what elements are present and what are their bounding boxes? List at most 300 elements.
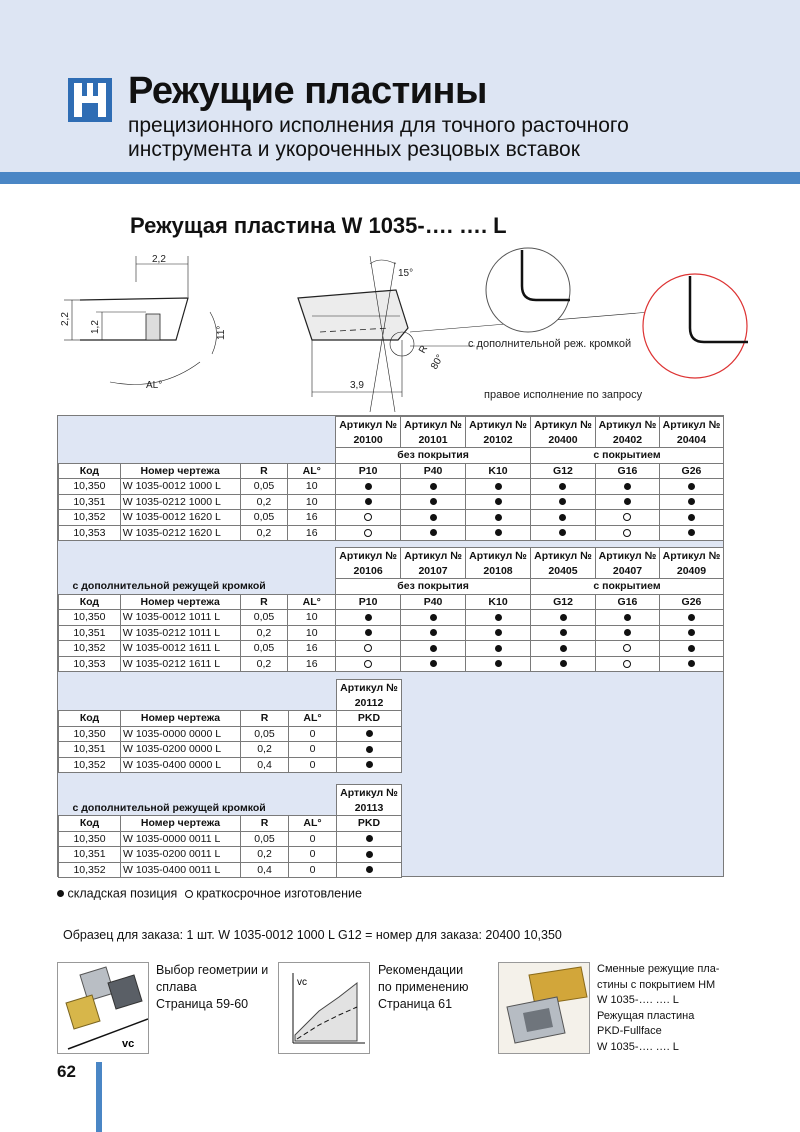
cell-availability	[336, 641, 401, 657]
cell-availability	[595, 494, 659, 510]
col-code: Код	[59, 711, 121, 727]
cell-radius: 0,4	[241, 757, 289, 773]
ref-inserts[interactable]	[597, 962, 719, 1055]
table-caption: с дополнительной режущей кромкой	[59, 800, 337, 816]
cell-availability	[401, 479, 466, 495]
section-title: Режущая пластина W 1035-…. …. L	[130, 213, 507, 238]
article-number: 20409	[659, 563, 723, 579]
cell-availability	[595, 625, 659, 641]
cell-availability	[401, 610, 466, 626]
short-term-ring-icon	[364, 513, 372, 521]
col-k10: K10	[466, 594, 531, 610]
col-code: Код	[59, 594, 121, 610]
cutting-speed-chart-icon	[279, 963, 370, 1054]
table-body	[59, 831, 402, 878]
article-number: 20404	[659, 432, 723, 448]
company-logo-icon	[68, 78, 112, 122]
dim-1-2: 1,2	[90, 320, 101, 334]
cell-availability	[595, 479, 659, 495]
table-row	[59, 862, 402, 878]
stock-dot-icon	[559, 529, 566, 536]
cell-code: 10,350	[59, 831, 121, 847]
stock-dot-icon	[365, 498, 372, 505]
col-al: AL°	[289, 816, 337, 832]
page-subtitle	[128, 114, 629, 162]
stock-dot-icon	[688, 514, 695, 521]
stock-dot-icon	[624, 498, 631, 505]
stock-dot-icon	[430, 614, 437, 621]
stock-dot-icon	[366, 866, 373, 873]
cell-radius: 0,05	[241, 831, 289, 847]
cell-availability	[337, 847, 402, 863]
short-term-ring-icon	[185, 890, 193, 898]
stock-dot-icon	[57, 890, 64, 897]
stock-dot-icon	[430, 645, 437, 652]
article-number: 20108	[466, 563, 531, 579]
column-headers	[59, 594, 724, 610]
cell-availability	[336, 610, 401, 626]
cell-availability	[336, 656, 401, 672]
cell-radius: 0,2	[240, 625, 288, 641]
cell-availability	[337, 831, 402, 847]
cell-availability	[466, 610, 531, 626]
cell-availability	[401, 525, 466, 541]
cell-availability	[401, 656, 466, 672]
dim-2-2-side: 2,2	[60, 312, 71, 326]
table-row	[59, 641, 724, 657]
cell-code: 10,351	[59, 625, 121, 641]
cell-availability	[401, 494, 466, 510]
cell-availability	[595, 610, 659, 626]
cell-drawing-number: W 1035-0212 1620 L	[120, 525, 240, 541]
cell-availability	[659, 510, 723, 526]
stock-dot-icon	[430, 483, 437, 490]
cell-availability	[336, 494, 401, 510]
article-label: Артикул №	[401, 548, 466, 564]
stock-dot-icon	[366, 761, 373, 768]
ref-line: по применению	[378, 980, 469, 994]
table-body	[59, 610, 724, 672]
article-number: 20402	[595, 432, 659, 448]
stock-dot-icon	[688, 645, 695, 652]
col-g12: G12	[531, 463, 596, 479]
cell-availability	[595, 525, 659, 541]
ref-line: W 1035-…. …. L	[597, 994, 679, 1006]
table-caption: с дополнительной режущей кромкой	[59, 579, 336, 595]
cell-radius: 0,4	[241, 862, 289, 878]
cell-code: 10,351	[59, 494, 121, 510]
article-label: Артикул №	[466, 417, 531, 433]
stock-dot-icon	[560, 645, 567, 652]
cell-angle: 0	[289, 831, 337, 847]
radius-label: R	[417, 343, 431, 356]
article-label: Артикул №	[337, 680, 402, 696]
cell-drawing-number: W 1035-0200 0000 L	[121, 742, 241, 758]
cell-code: 10,350	[59, 479, 121, 495]
page-number: 62	[57, 1062, 76, 1081]
cell-availability	[595, 510, 659, 526]
profile-view	[64, 256, 217, 385]
stock-dot-icon	[688, 660, 695, 667]
stock-dot-icon	[365, 629, 372, 636]
table-pkd-extra-edge	[58, 784, 402, 878]
stock-dot-icon	[366, 746, 373, 753]
ref-recommendations[interactable]	[378, 962, 469, 1013]
stock-dot-icon	[366, 835, 373, 842]
note-extra-edge: с дополнительной реж. кромкой	[468, 338, 632, 350]
cell-availability	[466, 525, 531, 541]
cell-availability	[531, 610, 596, 626]
angle-15: 15°	[398, 268, 414, 279]
ref-line: Выбор геометрии и	[156, 963, 269, 977]
cell-code: 10,353	[59, 525, 121, 541]
stock-dot-icon	[688, 498, 695, 505]
col-code: Код	[59, 463, 121, 479]
legend-short-term: краткосрочное изготовление	[196, 886, 362, 901]
table-row	[59, 656, 724, 672]
ref-line: стины с покрытием НМ	[597, 978, 716, 991]
cell-availability	[337, 757, 402, 773]
article-label: Артикул №	[401, 417, 466, 433]
cell-code: 10,353	[59, 656, 121, 672]
order-example: Образец для заказа: 1 шт. W 1035-0012 1000 L G12 = номер для заказа: 20400 10,350	[63, 928, 562, 942]
col-r: R	[240, 463, 288, 479]
col-al: AL°	[288, 594, 336, 610]
col-g26: G26	[659, 463, 723, 479]
short-term-ring-icon	[364, 660, 372, 668]
cell-availability	[531, 494, 596, 510]
cell-radius: 0,2	[241, 847, 289, 863]
cell-availability	[659, 479, 723, 495]
col-code: Код	[59, 816, 121, 832]
cell-radius: 0,2	[240, 494, 288, 510]
cell-angle: 16	[288, 525, 336, 541]
col-g12: G12	[531, 594, 596, 610]
cell-availability	[337, 726, 402, 742]
cell-code: 10,350	[59, 610, 121, 626]
col-pkd: PKD	[337, 711, 402, 727]
article-number: 20405	[531, 563, 596, 579]
cell-availability	[659, 641, 723, 657]
article-number: 20407	[595, 563, 659, 579]
recommend-thumbnail[interactable]	[278, 962, 370, 1054]
cell-code: 10,351	[59, 742, 121, 758]
stock-dot-icon	[495, 629, 502, 636]
cell-availability	[401, 625, 466, 641]
col-p10: P10	[336, 463, 401, 479]
col-g16: G16	[595, 463, 659, 479]
table-row	[59, 479, 724, 495]
col-p40: P40	[401, 594, 466, 610]
table-row	[59, 831, 402, 847]
cell-angle: 10	[288, 610, 336, 626]
cell-availability	[401, 510, 466, 526]
col-k10: K10	[466, 463, 531, 479]
cell-availability	[659, 525, 723, 541]
article-number: 20112	[337, 695, 402, 711]
cell-radius: 0,05	[240, 479, 288, 495]
col-p10: P10	[336, 594, 401, 610]
col-r: R	[240, 594, 288, 610]
cell-availability	[466, 510, 531, 526]
article-number: 20113	[337, 800, 402, 816]
dim-3-9: 3,9	[350, 380, 364, 391]
note-right-version: правое исполнение по запросу	[484, 389, 643, 401]
cell-availability	[401, 641, 466, 657]
cell-availability	[466, 625, 531, 641]
cell-drawing-number: W 1035-0212 1011 L	[120, 625, 240, 641]
stock-dot-icon	[495, 514, 502, 521]
stock-dot-icon	[688, 483, 695, 490]
cell-radius: 0,05	[240, 641, 288, 657]
insert-photo-icon	[499, 963, 590, 1054]
cell-code: 10,352	[59, 641, 121, 657]
short-term-ring-icon	[623, 660, 631, 668]
stock-dot-icon	[495, 660, 502, 667]
cell-code: 10,350	[59, 726, 121, 742]
group-coated: с покрытием	[531, 579, 724, 595]
column-headers	[59, 816, 402, 832]
subtitle-line-2: инструмента и укороченных резцовых вставок	[128, 138, 580, 161]
cell-availability	[466, 479, 531, 495]
stock-dot-icon	[688, 529, 695, 536]
col-drawing: Номер чертежа	[121, 816, 241, 832]
cell-availability	[659, 656, 723, 672]
stock-dot-icon	[365, 614, 372, 621]
article-label: Артикул №	[531, 548, 596, 564]
cell-availability	[466, 641, 531, 657]
cell-availability	[531, 625, 596, 641]
detail-circle-extra-edge	[643, 274, 748, 378]
col-r: R	[241, 711, 289, 727]
cell-angle: 0	[289, 862, 337, 878]
col-drawing: Номер чертежа	[120, 463, 240, 479]
article-number: 20400	[531, 432, 596, 448]
cell-radius: 0,05	[240, 610, 288, 626]
cell-availability	[531, 656, 596, 672]
table-extra-edge	[58, 547, 724, 672]
stock-dot-icon	[495, 498, 502, 505]
table-body	[59, 479, 724, 541]
cell-availability	[595, 656, 659, 672]
cell-availability	[531, 479, 596, 495]
header-accent-bar	[0, 172, 800, 184]
cell-availability	[531, 525, 596, 541]
cell-code: 10,352	[59, 510, 121, 526]
ref-line: W 1035-…. …. L	[597, 1040, 679, 1053]
cell-radius: 0,2	[241, 742, 289, 758]
short-term-ring-icon	[364, 644, 372, 652]
table-row	[59, 742, 402, 758]
table-row	[59, 726, 402, 742]
geometry-thumbnail[interactable]	[57, 962, 149, 1054]
vc-label: vc	[122, 1038, 135, 1050]
ref-line: Сменные режущие пла-	[597, 963, 720, 975]
stock-dot-icon	[559, 498, 566, 505]
article-label: Артикул №	[595, 548, 659, 564]
group-coated: с покрытием	[531, 448, 724, 464]
col-pkd: PKD	[337, 816, 402, 832]
cell-angle: 0	[289, 757, 337, 773]
table-row	[59, 525, 724, 541]
angle-80: 80°	[429, 352, 447, 372]
cell-drawing-number: W 1035-0000 0011 L	[121, 831, 241, 847]
cell-angle: 16	[288, 641, 336, 657]
cell-availability	[659, 610, 723, 626]
dim-2-2-top: 2,2	[152, 254, 166, 265]
cell-radius: 0,05	[240, 510, 288, 526]
cell-code: 10,352	[59, 862, 121, 878]
article-label: Артикул №	[336, 548, 401, 564]
page-title: Режущие пластины	[128, 70, 487, 112]
cell-availability	[336, 525, 401, 541]
cell-drawing-number: W 1035-0012 1620 L	[120, 510, 240, 526]
table-row	[59, 625, 724, 641]
cell-availability	[466, 656, 531, 672]
tables-panel	[57, 415, 724, 877]
table-pkd	[58, 679, 402, 773]
cell-availability	[466, 494, 531, 510]
col-drawing: Номер чертежа	[121, 711, 241, 727]
cell-drawing-number: W 1035-0012 1011 L	[120, 610, 240, 626]
ref-geometry[interactable]	[156, 962, 268, 1013]
cell-availability	[659, 494, 723, 510]
stock-dot-icon	[624, 629, 631, 636]
col-al: AL°	[288, 463, 336, 479]
ref-line: Режущая пластина	[597, 1009, 695, 1022]
table-row	[59, 757, 402, 773]
cell-angle: 0	[289, 847, 337, 863]
angle-11: 11°	[216, 325, 227, 340]
ref-page-link[interactable]: Страница 59-60	[156, 997, 249, 1011]
col-g16: G16	[595, 594, 659, 610]
article-number: 20102	[466, 432, 531, 448]
ref-line: Рекомендации	[378, 963, 464, 977]
article-label: Артикул №	[531, 417, 596, 433]
table-row	[59, 610, 724, 626]
cell-drawing-number: W 1035-0400 0011 L	[121, 862, 241, 878]
cell-code: 10,351	[59, 847, 121, 863]
cell-radius: 0,2	[240, 656, 288, 672]
article-label: Артикул №	[595, 417, 659, 433]
cell-drawing-number: W 1035-0012 1000 L	[120, 479, 240, 495]
availability-legend	[57, 886, 362, 901]
stock-dot-icon	[366, 851, 373, 858]
cell-availability	[336, 479, 401, 495]
table-standard	[58, 416, 724, 541]
table-row	[59, 510, 724, 526]
subtitle-line-1: прецизионного исполнения для точного расточного	[128, 114, 629, 137]
angle-al: AL°	[146, 380, 163, 391]
short-term-ring-icon	[364, 529, 372, 537]
short-term-ring-icon	[623, 644, 631, 652]
page-accent-bar	[96, 1062, 102, 1132]
cell-angle: 10	[288, 494, 336, 510]
ref-page-link[interactable]: Страница 61	[378, 997, 453, 1011]
cell-availability	[336, 510, 401, 526]
article-label: Артикул №	[337, 785, 402, 801]
inserts-thumbnail[interactable]	[498, 962, 590, 1054]
cell-radius: 0,05	[241, 726, 289, 742]
stock-dot-icon	[430, 629, 437, 636]
ref-line: сплава	[156, 980, 197, 994]
cell-drawing-number: W 1035-0012 1611 L	[120, 641, 240, 657]
col-r: R	[241, 816, 289, 832]
stock-dot-icon	[688, 629, 695, 636]
cell-code: 10,352	[59, 757, 121, 773]
article-label: Артикул №	[466, 548, 531, 564]
article-number: 20100	[336, 432, 401, 448]
legend-stock: складская позиция	[67, 886, 178, 901]
table-body	[59, 726, 402, 773]
table-row	[59, 494, 724, 510]
vc-label: vc	[297, 977, 307, 988]
stock-dot-icon	[430, 529, 437, 536]
stock-dot-icon	[495, 645, 502, 652]
insert-technical-drawing	[50, 242, 750, 412]
cell-availability	[595, 641, 659, 657]
cell-angle: 10	[288, 625, 336, 641]
cell-radius: 0,2	[240, 525, 288, 541]
table-row	[59, 847, 402, 863]
col-drawing: Номер чертежа	[120, 594, 240, 610]
col-al: AL°	[289, 711, 337, 727]
cell-angle: 0	[289, 742, 337, 758]
stock-dot-icon	[560, 660, 567, 667]
cell-drawing-number: W 1035-0212 1000 L	[120, 494, 240, 510]
cell-angle: 10	[288, 479, 336, 495]
stock-dot-icon	[624, 614, 631, 621]
stock-dot-icon	[559, 483, 566, 490]
column-headers	[59, 463, 724, 479]
cell-availability	[336, 625, 401, 641]
short-term-ring-icon	[623, 513, 631, 521]
column-headers	[59, 711, 402, 727]
cell-angle: 16	[288, 656, 336, 672]
group-uncoated: без покрытия	[336, 448, 531, 464]
stock-dot-icon	[560, 614, 567, 621]
stock-dot-icon	[624, 483, 631, 490]
stock-dot-icon	[365, 483, 372, 490]
cell-drawing-number: W 1035-0400 0000 L	[121, 757, 241, 773]
stock-dot-icon	[560, 629, 567, 636]
detail-circle-standard	[486, 248, 570, 332]
stock-dot-icon	[430, 498, 437, 505]
article-number: 20107	[401, 563, 466, 579]
cell-availability	[531, 510, 596, 526]
article-number: 20101	[401, 432, 466, 448]
cell-angle: 0	[289, 726, 337, 742]
stock-dot-icon	[559, 514, 566, 521]
stock-dot-icon	[495, 614, 502, 621]
cell-drawing-number: W 1035-0212 1611 L	[120, 656, 240, 672]
ref-line: PKD-Fullface	[597, 1025, 662, 1037]
col-g26: G26	[659, 594, 723, 610]
article-label: Артикул №	[659, 417, 723, 433]
cell-availability	[531, 641, 596, 657]
cell-availability	[659, 625, 723, 641]
group-uncoated: без покрытия	[336, 579, 531, 595]
cell-availability	[337, 862, 402, 878]
cell-drawing-number: W 1035-0000 0000 L	[121, 726, 241, 742]
insert-geometry-icon	[58, 963, 149, 1054]
stock-dot-icon	[495, 483, 502, 490]
cell-drawing-number: W 1035-0200 0011 L	[121, 847, 241, 863]
stock-dot-icon	[495, 529, 502, 536]
short-term-ring-icon	[623, 529, 631, 537]
stock-dot-icon	[430, 514, 437, 521]
cell-availability	[337, 742, 402, 758]
